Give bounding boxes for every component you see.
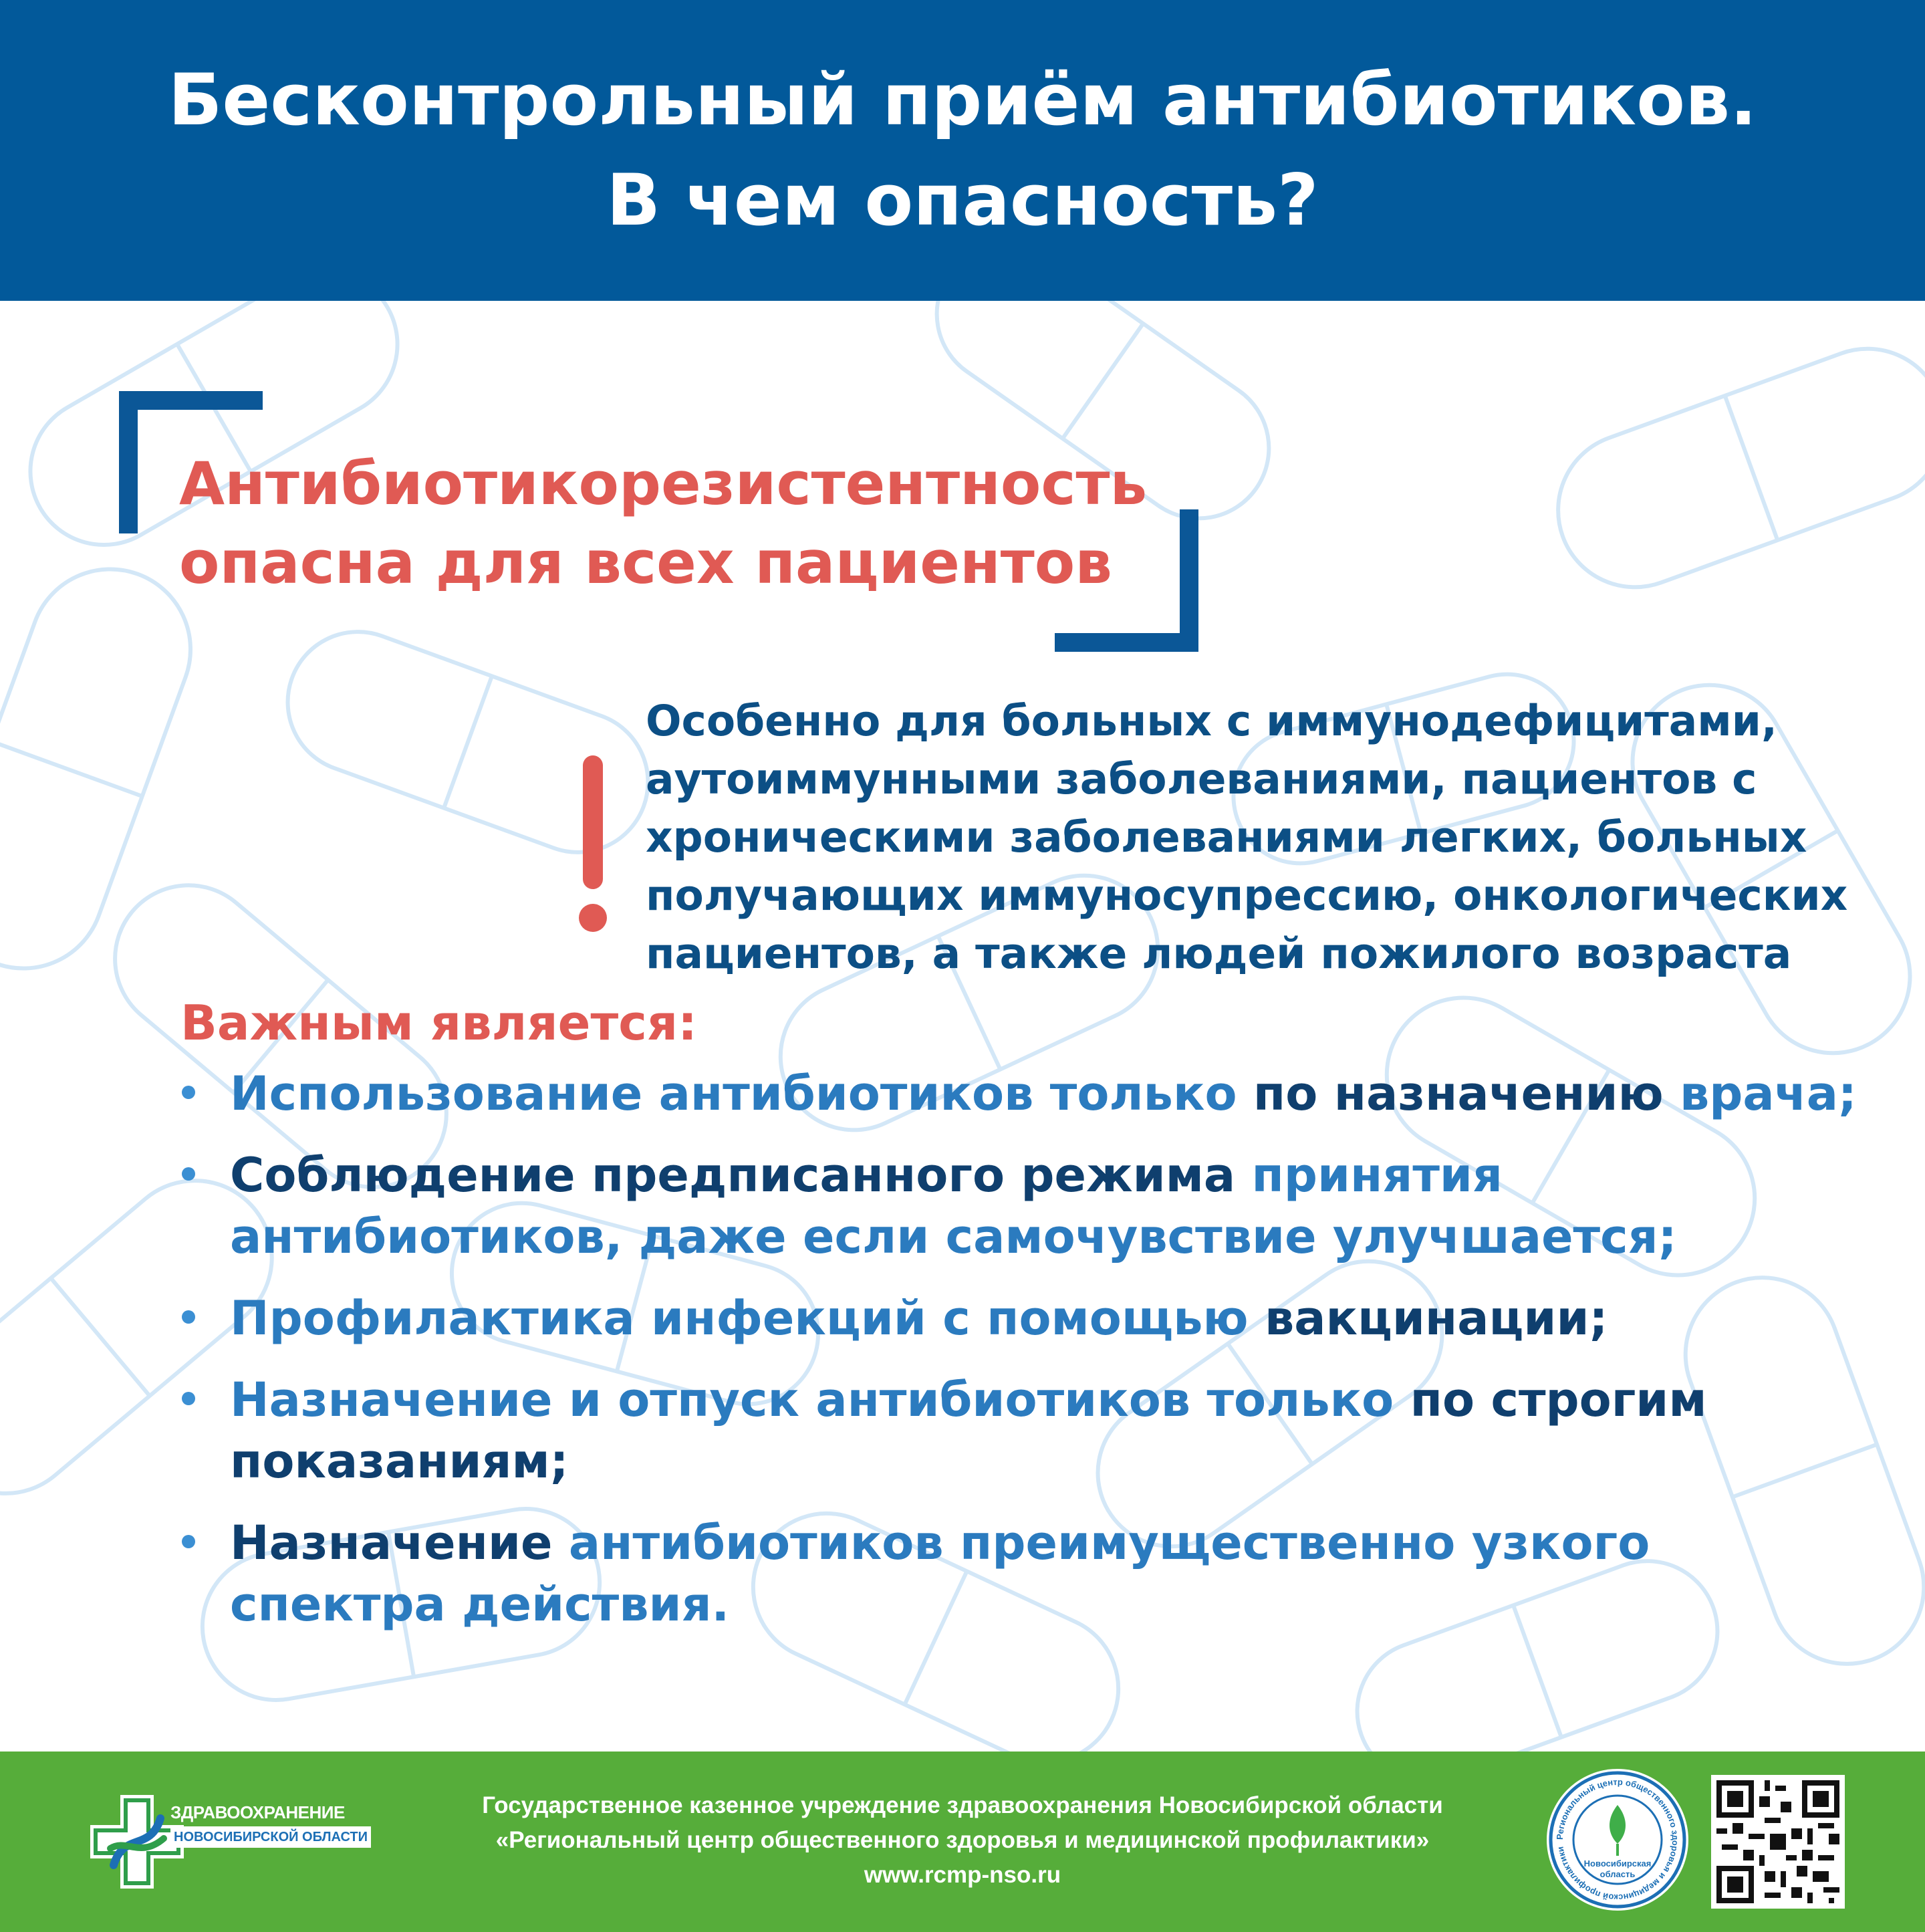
list-item-text: Профилактика инфекций с помощью (230, 1291, 1265, 1346)
list-item (174, 1144, 1885, 1267)
list-item-text: по назначению (1253, 1066, 1680, 1121)
list-item-line (230, 1206, 1885, 1267)
list-item-line (230, 1369, 1885, 1431)
subtitle-line-1: Антибиотикорезистентность (179, 449, 1148, 518)
list-item-line (230, 1063, 1885, 1124)
list-item-text: врача; (1680, 1066, 1857, 1121)
list-item (174, 1512, 1885, 1635)
list-item-line (230, 1288, 1885, 1349)
risk-groups-note (646, 692, 1848, 983)
bullet-dot-icon (182, 1310, 195, 1324)
list-item-text: антибиотиков, даже если самочувствие улучшается; (230, 1209, 1677, 1264)
header-banner (0, 0, 1925, 301)
bracket-bottom-right-horizontal (1055, 633, 1198, 652)
note-line-3: хроническими заболеваниями легких, больных (646, 813, 1807, 862)
org-website[interactable]: www.rcmp-nso.ru (864, 1862, 1061, 1888)
list-item-line (230, 1574, 1885, 1635)
seal-text-1: Новосибирская (1583, 1858, 1652, 1868)
list-item (174, 1369, 1885, 1492)
list-item-text: по строгим (1410, 1372, 1707, 1427)
note-line-4: получающих иммуносупрессию, онкологических (646, 871, 1848, 920)
org-name-line-2: «Региональный центр общественного здоровья и медицинской профилактики» (495, 1827, 1430, 1853)
subtitle-line-2: опасна для всех пациентов (179, 528, 1112, 597)
bullet-dot-icon (182, 1167, 195, 1181)
list-item-line (230, 1144, 1885, 1206)
bullet-dot-icon (182, 1392, 195, 1405)
seal-text-2: область (1599, 1869, 1636, 1879)
subtitle (179, 445, 1208, 602)
logo-text-top: ЗДРАВООХРАНЕНИЕ (170, 1802, 345, 1822)
list-item-text: принятия (1251, 1148, 1503, 1203)
list-item-text: Использование антибиотиков только (230, 1066, 1253, 1121)
regional-center-seal (1544, 1766, 1691, 1913)
page-title-line-2: В чем опасность? (606, 159, 1319, 241)
list-item-text: Соблюдение предписанного режима (230, 1148, 1252, 1203)
list-item-line (230, 1431, 1885, 1492)
org-name-line-1: Государственное казенное учреждение здравоохранения Новосибирской области (482, 1792, 1443, 1818)
health-ministry-logo (87, 1778, 381, 1899)
qr-code-icon[interactable] (1711, 1775, 1845, 1909)
bracket-top-left-vertical (119, 391, 138, 533)
seal-ring-text: Региональный центр общественного здоровья и медицинской профилактики (1554, 1776, 1681, 1903)
bullet-dot-icon (182, 1535, 195, 1548)
organization-info (408, 1788, 1517, 1893)
logo-text-bottom: НОВОСИБИРСКОЙ ОБЛАСТИ (170, 1826, 371, 1848)
list-item-text: антибиотиков преимущественно узкого (568, 1516, 1650, 1570)
list-item-line (230, 1512, 1885, 1574)
list-item-text: показаниям; (230, 1434, 569, 1489)
list-item-text: Назначение (230, 1516, 569, 1570)
note-line-5: пациентов, а также людей пожилого возраста (646, 929, 1792, 978)
bracket-top-left-horizontal (119, 391, 263, 410)
list-item-text: вакцинации; (1264, 1291, 1608, 1346)
page-title-line-1: Бесконтрольный приём антибиотиков. (168, 59, 1757, 141)
footer (0, 1752, 1925, 1932)
main-content (0, 301, 1925, 1752)
list-item-text: Назначение и отпуск антибиотиков только (230, 1372, 1410, 1427)
note-line-1: Особенно для больных с иммунодефицитами, (646, 697, 1777, 745)
recommendations-list (174, 1063, 1885, 1655)
note-line-2: аутоиммунными заболеваниями, пациентов с (646, 755, 1757, 804)
bullet-dot-icon (182, 1086, 195, 1099)
list-item-text: спектра действия. (230, 1577, 730, 1632)
list-item (174, 1288, 1885, 1349)
important-heading: Важным является: (180, 995, 697, 1051)
list-item (174, 1063, 1885, 1124)
